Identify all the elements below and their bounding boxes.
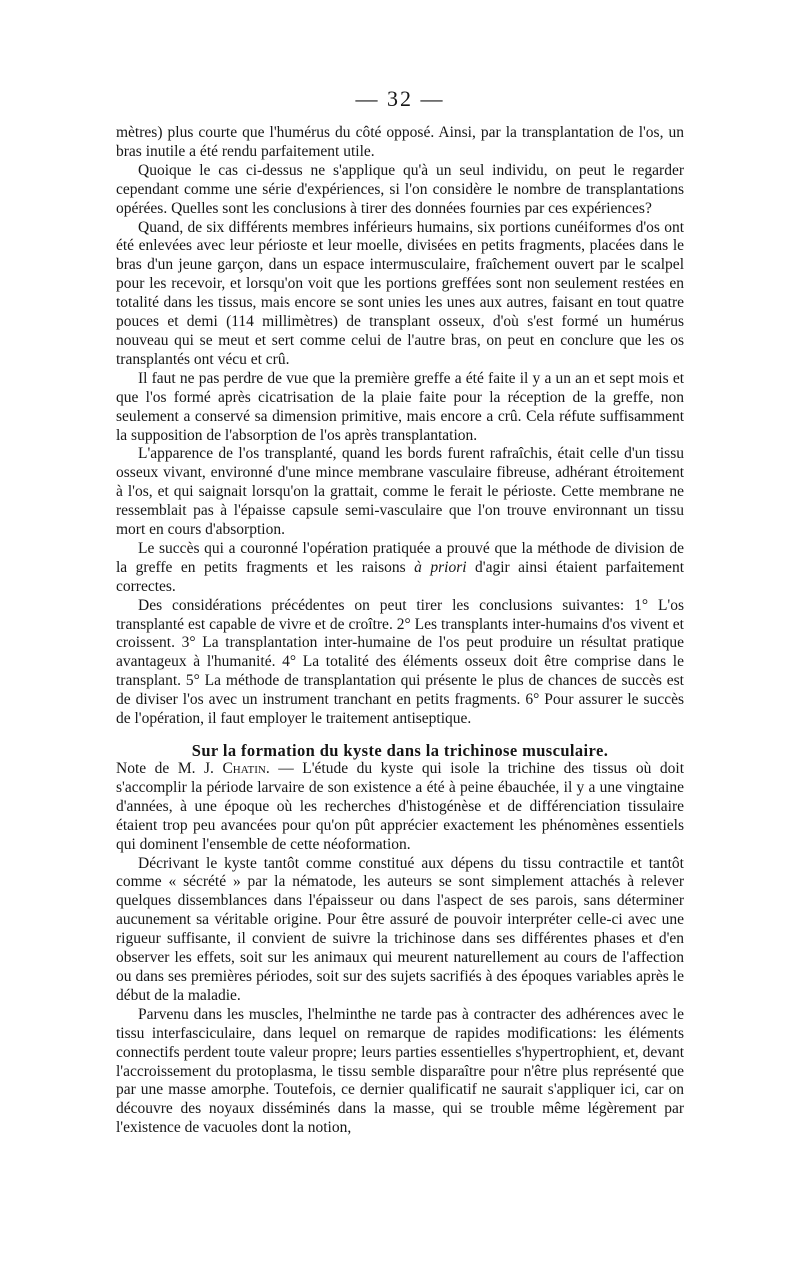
paragraph-appearance: L'apparence de l'os transplanté, quand les bords furent rafraîchis, était celle d'un tissu osseux vivant, environné d'une mince membrane vasculaire fibreuse, adhérant étroitement à l'os, et qui saignait lorsqu'on la grattait, comme le ferait le périoste. Cette membrane ne ressemblait pas à l'épaisse capsule semi-vasculaire que l'on trouve environnant un tissu mort en cours d'absorption. <box>116 445 684 539</box>
success-text-start: Le succès qui a couronné l'opération pratiquée a prouvé que la méthode de division de la greffe en petits fragments et les raisons <box>116 539 684 576</box>
section-heading: Sur la formation du kyste dans la trichinose musculaire. <box>191 741 609 760</box>
note-text: . — L'étude du kyste qui isole la trichine des tissus où doit s'accomplir la période larvaire de son existence a été à peine ébauchée, il y a une vingtaine d'années, à une époque où les recherches d'histogénèse et de différenciation tissulaire étaient trop peu avancées pour qu'on pût apprécier exactement les phénomènes essentiels qui dominent l'ensemble de cette néoformation. <box>116 760 684 853</box>
italic-a-priori: à priori <box>414 558 467 576</box>
paragraph-note <box>116 760 684 855</box>
page-number: — 32 — <box>355 86 445 111</box>
paragraph-helminthe: Parvenu dans les muscles, l'helminthe ne tarde pas à contracter des adhérences avec le tissu interfasciculaire, dans lequel on remarque de rapides modifications: les éléments connectifs perdent toute valeur propre; leurs parties essentielles s'hypertrophient, et, devant l'accroissement du protoplasma, le tissu semble disparaître pour n'être plus représenté que par une masse amorphe. Toutefois, ce dernier qualificatif ne saurait s'appliquer ici, car on découvre des noyaux disséminés dans la masse, qui se trouble même légèrement par l'existence de vacuoles dont la notion, <box>116 1005 684 1137</box>
paragraph-series-of-experiments: Quoique le cas ci-dessus ne s'applique qu'à un seul individu, on peut le regarder cependant comme une série d'expériences, si l'on considère le nombre de transplantations opérées. Quelles sont les conclusions à tirer des données fournies par ces expériences? <box>116 161 684 217</box>
paragraph-continuation: mètres) plus courte que l'humérus du côté opposé. Ainsi, par la transplantation de l'os, un bras inutile a été rendu parfaitement utile. <box>116 124 684 160</box>
paragraph-six-portions: Quand, de six différents membres inférieurs humains, six portions cunéiformes d'os ont été enlevées avec leur périoste et leur moelle, divisées en petits fragments, placées dans le bras d'un jeune garçon, dans un espace intermusculaire, fraîchement ouvert par le scalpel pour les recevoir, et lorsqu'on voit que les portions greffées sont non seulement restées en totalité dans les tissus, mais encore se sont unies les unes aux autres, faisant en tout quatre pouces et demi (114 millimètres) de transplant osseux, d'où s'est formé un humérus nouveau qui se meut et sert comme celui de l'autre bras, on peut en conclure que les os transplantés ont vécu et crû. <box>116 218 684 368</box>
note-author: Chatin <box>222 760 266 777</box>
note-prefix: Note de M. J. <box>116 760 223 777</box>
paragraph-kyste-description: Décrivant le kyste tantôt comme constitué aux dépens du tissu contractile et tantôt comme « sécrété » par la nématode, les auteurs se sont simplement attachés à relever quelques dissemblances dans l'épaisseur ou dans l'aspect de ses parois, sans déterminer aucunement sa véritable origine. Pour être assuré de pouvoir interpréter celle-ci avec une rigueur suffisante, il convient de suivre la trichinose dans ses différentes phases et d'en observer les effets, soit sur les animaux qui meurent naturellement au cours de l'affection ou dans ses premières périodes, soit sur des sujets sacrifiés à des époques variables après le début de la maladie. <box>116 854 684 1004</box>
paragraph-conclusions: Des considérations précédentes on peut tirer les conclusions suivantes: 1° L'os transplanté est capable de vivre et de croître. 2° Les transplants inter-humains d'os vivent et croissent. 3° La transplantation inter-humaine de l'os peut produire un résultat pratique avantageux à l'humanité. 4° La totalité des éléments osseux doit être comprise dans le transplant. 5° La méthode de transplantation qui présente le plus de chances de succès est de diviser l'os avec un instrument tranchant en petits fragments. 6° Pour assurer le succès de l'opération, il faut employer le traitement antiseptique. <box>116 596 684 728</box>
paragraph-first-graft: Il faut ne pas perdre de vue que la première greffe a été faite il y a un an et sept mois et que l'os formé après cicatrisation de la plaie faite pour la réception de la greffe, non seulement a conservé sa dimension primitive, mais encore a crû. Cela réfute suffisamment la supposition de l'absorption de l'os après transplantation. <box>116 369 684 444</box>
paragraph-success <box>116 540 684 597</box>
page-body <box>116 124 684 1138</box>
success-text-end: d'agir ainsi étaient parfaitement correctes. <box>116 558 684 595</box>
